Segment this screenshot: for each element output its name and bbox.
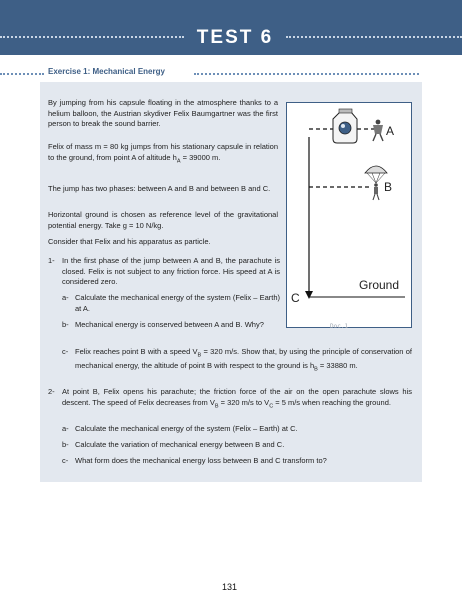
- question-2b-label: b-: [62, 440, 69, 449]
- question-2c: [62, 456, 412, 468]
- question-1a-label: a-: [62, 293, 69, 302]
- header-dots-right: [194, 73, 419, 75]
- question-2a-text: Calculate the mechanical energy of the system (Felix – Earth) at C.: [75, 424, 298, 433]
- question-1-label: 1-: [48, 256, 55, 265]
- capsule-icon: [333, 109, 357, 143]
- intro-paragraph-5: Consider that Felix and his apparatus as particle.: [48, 237, 211, 246]
- question-2-text: At point B, Felix opens his parachute; the friction force of the air on the open parachute slows his descent. The speed of Felix decreases from $V_B = 320$ m/s to $V_C = 5$ m/s when reaching the ground.: [62, 387, 412, 409]
- page-number: 131: [222, 582, 238, 592]
- ground-label: Ground: [359, 278, 400, 292]
- question-1: [48, 256, 280, 290]
- banner-dashes-right: [286, 36, 462, 38]
- question-2a: [62, 424, 412, 436]
- question-1b: [62, 320, 280, 344]
- question-1b-text: Mechanical energy is conserved between A and B. Why?: [75, 320, 264, 329]
- question-2c-label: c-: [62, 456, 69, 465]
- question-2-label: 2-: [48, 387, 55, 396]
- trajectory-arrowhead: [305, 291, 313, 299]
- intro-paragraph-1: By jumping from his capsule floating in the atmosphere thanks to a helium balloon, the Austrian skydiver Felix Baumgartner was the first person to break the sound barrier.: [48, 98, 278, 128]
- exercise-header: [0, 68, 462, 78]
- question-2b-text: Calculate the variation of mechanical energy between B and C.: [75, 440, 285, 449]
- question-1c: [62, 347, 412, 381]
- banner: [0, 0, 462, 55]
- question-2c-text: What form does the mechanical energy loss between B and C transform to?: [75, 456, 327, 465]
- point-c-label: C: [291, 291, 300, 305]
- question-1a-text: Calculate the mechanical energy of the system (Felix – Earth) at A.: [75, 293, 280, 313]
- question-1-text: In the first phase of the jump between A and B, the parachute is closed. Felix is not subject to any friction force. His speed at A is considered zero.: [62, 256, 280, 286]
- figure-doc1: [286, 102, 412, 328]
- jump-diagram: [287, 103, 411, 327]
- question-1c-text: Felix reaches point B with a speed $V_B = 320$ m/s. Show that, by using the principle of conservation of mechanical energy, the altitude of point B with respect to the ground is $h_B = 33880$ m.: [75, 347, 412, 373]
- intro-paragraph-2: Felix of mass m = 80 kg jumps from his stationary capsule in relation to the ground, from point A of altitude $h_A = 39000$ m.: [48, 142, 278, 164]
- banner-title: TEST 6: [196, 27, 274, 48]
- question-1b-label: b-: [62, 320, 69, 329]
- skydiver-a-icon: [373, 120, 383, 141]
- question-1a: [62, 293, 280, 317]
- intro-paragraph-4: Horizontal ground is chosen as reference level of the gravitational potential energy. Take g = 10 N/kg.: [48, 210, 278, 230]
- banner-dashes-left: [0, 36, 184, 38]
- question-2: [48, 387, 412, 421]
- point-b-label: B: [384, 180, 393, 194]
- doc-label: Doc.1: [330, 323, 349, 330]
- question-1c-label: c-: [62, 347, 69, 356]
- exercise-title: Exercise 1: Mechanical Energy: [48, 67, 165, 76]
- question-2a-label: a-: [62, 424, 69, 433]
- question-2b: [62, 440, 412, 452]
- point-a-label: A: [386, 124, 395, 138]
- header-dots-left: [0, 73, 44, 75]
- intro-paragraph-3: The jump has two phases: between A and B and between B and C.: [48, 184, 271, 193]
